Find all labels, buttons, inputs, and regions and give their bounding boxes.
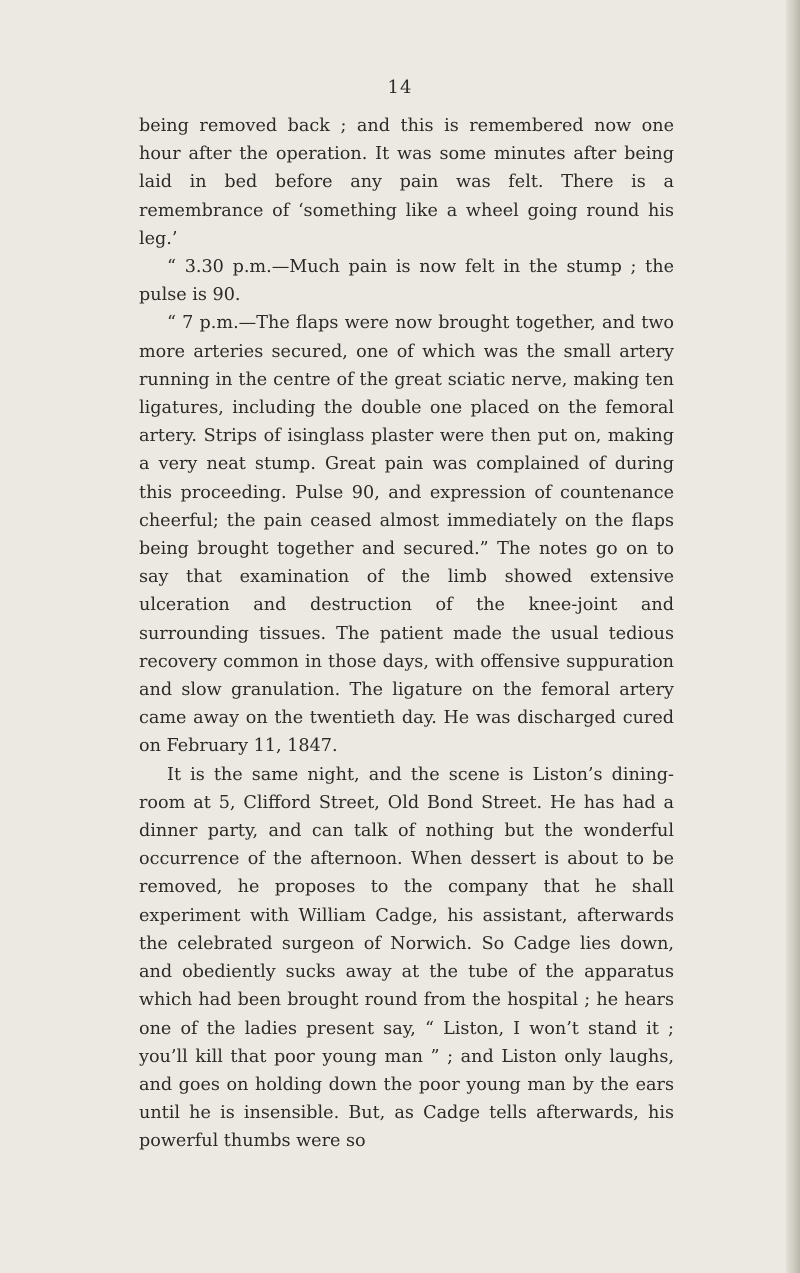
paragraph-note-330: “ 3.30 p.m.—Much pain is now felt in the stump ; the pulse is 90.	[139, 257, 674, 306]
paragraph-note-7pm: “ 7 p.m.—The flaps were now brought together, and two more arteries secured, one of which was the small artery running in the centre of the great sciatic nerve, making ten ligatures, including the double one placed on the femoral artery. Strips of isinglass plaster were then put on, making a very neat stump. Great pain was complained of during this proceeding. Pulse 90, and expression of countenance cheerful; the pain ceased almost immediately on the flaps being brought together and secured.” The notes go on to say that examination of the limb showed extensive ulceration and destruction of the knee-joint and surrounding tissues. The patient made the usual tedious recovery common in those days, with offensive suppuration and slow granulation. The ligature on the femoral artery came away on the twentieth day. He was discharged cured on February 11, 1847.	[139, 313, 674, 757]
page-edge-shadow	[786, 0, 800, 1273]
paragraph-continuation: being removed back ; and this is remembered now one hour after the operation. It was some minutes after being laid in bed before any pain was felt. There is a remembrance of ‘something like a wheel going round his leg.’	[139, 116, 674, 249]
body-text	[139, 112, 674, 1156]
page-number: 14	[387, 77, 413, 98]
paragraph-liston-dinner: It is the same night, and the scene is Liston’s dining-room at 5, Clifford Street, Old Bond Street. He has had a dinner party, and can talk of nothing but the wonderful occurrence of the afternoon. When dessert is about to be removed, he proposes to the company that he shall experiment with William Cadge, his assistant, afterwards the celebrated surgeon of Norwich. So Cadge lies down, and obediently sucks away at the tube of the apparatus which had been brought round from the hospital ; he hears one of the ladies present say, “ Liston, I won’t stand it ; you’ll kill that poor young man ” ; and Liston only laughs, and goes on holding down the poor young man by the ears until he is insensible. But, as Cadge tells afterwards, his powerful thumbs were so	[139, 764, 674, 1152]
